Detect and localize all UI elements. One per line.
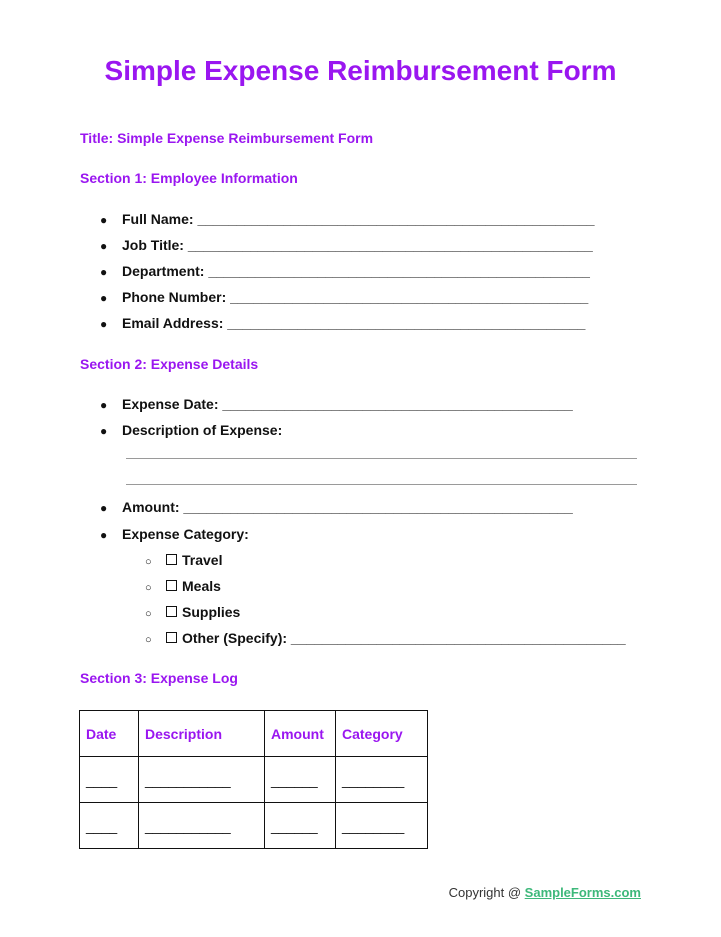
field-label: Job Title: ____________________________________________________ — [122, 237, 593, 253]
section2-heading: Section 2: Expense Details — [80, 356, 259, 372]
column-header-amount: Amount — [265, 711, 336, 757]
section1-heading: Section 1: Employee Information — [80, 170, 298, 186]
bullet-icon: ● — [100, 265, 108, 279]
field-label: Amount: __________________________________________________ — [122, 499, 573, 515]
copyright-footer — [449, 885, 641, 900]
brand-link[interactable]: SampleForms.com — [524, 885, 641, 900]
bullet-icon: ● — [100, 424, 108, 438]
circle-bullet-icon: ○ — [145, 608, 152, 620]
field-label: Full Name: ___________________________________________________ — [122, 211, 595, 227]
field-phone-number — [100, 289, 588, 305]
field-label: Expense Date: _____________________________________________ — [122, 396, 573, 412]
field-amount — [100, 499, 573, 515]
table-cell[interactable]: ________ — [336, 757, 428, 803]
checkbox[interactable] — [166, 606, 177, 617]
field-full-name — [100, 211, 595, 227]
section3-heading: Section 3: Expense Log — [80, 670, 238, 686]
table-cell[interactable]: ___________ — [139, 803, 265, 849]
bullet-icon: ● — [100, 213, 108, 227]
table-cell[interactable]: ____ — [80, 803, 139, 849]
table-cell[interactable]: ______ — [265, 757, 336, 803]
option-label: Meals — [182, 578, 221, 594]
table-header-row — [80, 711, 428, 757]
field-description — [100, 422, 282, 438]
bullet-icon: ● — [100, 291, 108, 305]
checkbox[interactable] — [166, 580, 177, 591]
category-option-other — [145, 630, 626, 646]
table-row — [80, 757, 428, 803]
column-header-date: Date — [80, 711, 139, 757]
page-title: Simple Expense Reimbursement Form — [104, 55, 617, 86]
category-option-meals — [145, 578, 221, 594]
field-label: Department: _________________________________________________ — [122, 263, 590, 279]
table-cell[interactable]: ________ — [336, 803, 428, 849]
description-line-1 — [126, 458, 637, 459]
column-header-description: Description — [139, 711, 265, 757]
circle-bullet-icon: ○ — [145, 634, 152, 646]
table-cell[interactable]: ______ — [265, 803, 336, 849]
field-label: Email Address: ______________________________________________ — [122, 315, 586, 331]
checkbox[interactable] — [166, 632, 177, 643]
bullet-icon: ● — [100, 239, 108, 253]
checkbox[interactable] — [166, 554, 177, 565]
table-row — [80, 803, 428, 849]
category-option-supplies — [145, 604, 240, 620]
field-label: Description of Expense: — [122, 422, 283, 438]
field-email-address — [100, 315, 585, 331]
option-label: Supplies — [182, 604, 241, 620]
copyright-text: Copyright @ — [448, 885, 525, 900]
field-job-title — [100, 237, 593, 253]
expense-log-table — [79, 710, 428, 849]
circle-bullet-icon: ○ — [145, 582, 152, 594]
option-label: Travel — [182, 552, 223, 568]
table-cell[interactable]: ___________ — [139, 757, 265, 803]
bullet-icon: ● — [100, 398, 108, 412]
field-label: Phone Number: ______________________________________________ — [122, 289, 589, 305]
option-label: Other (Specify): ___________________________________________ — [182, 630, 626, 646]
table-cell[interactable]: ____ — [80, 757, 139, 803]
form-title-line: Title: Simple Expense Reimbursement Form — [80, 130, 374, 146]
column-header-category: Category — [336, 711, 428, 757]
field-expense-date — [100, 396, 573, 412]
field-expense-category — [100, 526, 249, 542]
field-label: Expense Category: — [122, 526, 249, 542]
bullet-icon: ● — [100, 317, 108, 331]
description-line-2 — [126, 484, 637, 485]
bullet-icon: ● — [100, 501, 108, 515]
bullet-icon: ● — [100, 528, 108, 542]
category-option-travel — [145, 552, 222, 568]
field-department — [100, 263, 590, 279]
circle-bullet-icon: ○ — [145, 556, 152, 568]
